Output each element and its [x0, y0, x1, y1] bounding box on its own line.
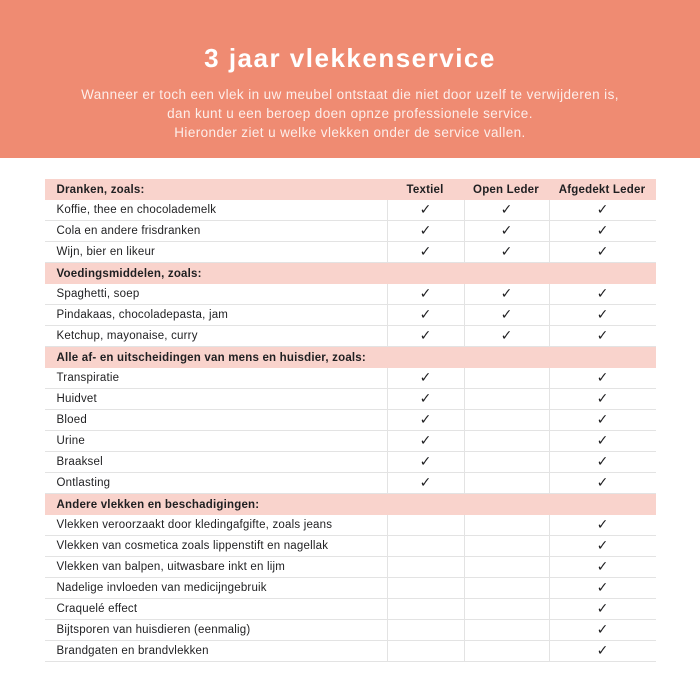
empty-cell	[387, 557, 464, 577]
empty-cell	[464, 557, 549, 577]
check-icon: ✓	[596, 307, 609, 323]
table-row	[45, 305, 656, 326]
empty-cell	[464, 578, 549, 598]
check-icon: ✓	[596, 538, 609, 554]
check-cell	[549, 221, 656, 241]
row-label: Bloed	[56, 414, 87, 426]
row-label: Brandgaten en brandvlekken	[56, 645, 209, 657]
page-title: 3 jaar vlekkenservice	[204, 43, 496, 73]
row-label: Spaghetti, soep	[56, 288, 140, 300]
section-header-row	[45, 347, 656, 368]
check-icon: ✓	[419, 202, 432, 218]
check-icon: ✓	[596, 328, 609, 344]
check-cell	[387, 410, 464, 430]
row-label: Bijtsporen van huisdieren (eenmalig)	[56, 624, 251, 636]
check-icon: ✓	[596, 370, 609, 386]
empty-cell	[387, 599, 464, 619]
check-icon: ✓	[419, 412, 432, 428]
check-cell	[387, 389, 464, 409]
check-cell	[549, 515, 656, 535]
empty-cell	[464, 389, 549, 409]
check-cell	[549, 431, 656, 451]
check-icon: ✓	[596, 475, 609, 491]
check-cell	[464, 284, 549, 304]
empty-cell	[387, 578, 464, 598]
check-icon: ✓	[500, 307, 513, 323]
empty-cell	[464, 641, 549, 661]
row-label: Huidvet	[56, 393, 97, 405]
check-icon: ✓	[596, 559, 609, 575]
table-row	[45, 599, 656, 620]
table-row	[45, 368, 656, 389]
empty-cell	[464, 368, 549, 388]
check-cell	[549, 620, 656, 640]
check-icon: ✓	[419, 475, 432, 491]
check-cell	[549, 641, 656, 661]
check-cell	[464, 221, 549, 241]
check-cell	[464, 326, 549, 346]
row-label: Urine	[56, 435, 85, 447]
check-icon: ✓	[500, 223, 513, 239]
hero-banner	[0, 0, 700, 158]
check-cell	[549, 242, 656, 262]
check-icon: ✓	[419, 433, 432, 449]
check-icon: ✓	[596, 454, 609, 470]
empty-cell	[464, 473, 549, 493]
check-cell	[549, 326, 656, 346]
empty-cell	[464, 410, 549, 430]
section-title: Voedingsmiddelen, zoals:	[56, 267, 202, 280]
check-icon: ✓	[596, 286, 609, 302]
check-cell	[549, 536, 656, 556]
check-cell	[464, 242, 549, 262]
check-cell	[387, 368, 464, 388]
row-label: Craquelé effect	[56, 603, 138, 615]
check-icon: ✓	[419, 307, 432, 323]
check-cell	[549, 368, 656, 388]
table-row	[45, 515, 656, 536]
check-icon: ✓	[596, 517, 609, 533]
check-icon: ✓	[596, 412, 609, 428]
row-label: Braaksel	[56, 456, 103, 468]
check-cell	[549, 557, 656, 577]
check-icon: ✓	[596, 622, 609, 638]
row-label: Vlekken veroorzaakt door kledingafgifte, zoals jeans	[56, 519, 333, 531]
table-row	[45, 641, 656, 662]
check-cell	[387, 431, 464, 451]
check-icon: ✓	[596, 391, 609, 407]
check-cell	[549, 578, 656, 598]
check-cell	[549, 200, 656, 220]
table-row	[45, 221, 656, 242]
service-table	[45, 179, 656, 662]
row-label: Pindakaas, chocoladepasta, jam	[56, 309, 229, 321]
check-cell	[549, 410, 656, 430]
check-icon: ✓	[419, 223, 432, 239]
check-icon: ✓	[596, 580, 609, 596]
check-icon: ✓	[419, 454, 432, 470]
row-label: Vlekken van balpen, uitwasbare inkt en lijm	[56, 561, 285, 573]
table-row	[45, 536, 656, 557]
section-header-row	[45, 179, 656, 200]
table-row	[45, 473, 656, 494]
check-icon: ✓	[500, 202, 513, 218]
table-row	[45, 557, 656, 578]
empty-cell	[464, 620, 549, 640]
check-cell	[464, 305, 549, 325]
check-icon: ✓	[419, 328, 432, 344]
row-label: Ketchup, mayonaise, curry	[56, 330, 198, 342]
section-title: Dranken, zoals:	[56, 183, 145, 196]
empty-cell	[464, 515, 549, 535]
check-cell	[387, 326, 464, 346]
empty-cell	[387, 515, 464, 535]
check-icon: ✓	[500, 328, 513, 344]
check-cell	[549, 284, 656, 304]
row-label: Transpiratie	[56, 372, 120, 384]
check-cell	[549, 305, 656, 325]
row-label: Nadelige invloeden van medicijngebruik	[56, 582, 267, 594]
table-row	[45, 200, 656, 221]
check-cell	[387, 473, 464, 493]
table-row	[45, 410, 656, 431]
column-header: Textiel	[406, 183, 444, 196]
check-cell	[549, 599, 656, 619]
row-label: Koffie, thee en chocolademelk	[56, 204, 217, 216]
table-row	[45, 578, 656, 599]
empty-cell	[387, 536, 464, 556]
check-icon: ✓	[419, 286, 432, 302]
empty-cell	[464, 452, 549, 472]
check-icon: ✓	[596, 643, 609, 659]
table-row	[45, 242, 656, 263]
check-icon: ✓	[419, 244, 432, 260]
check-cell	[387, 305, 464, 325]
check-cell	[387, 242, 464, 262]
check-cell	[387, 452, 464, 472]
row-label: Ontlasting	[56, 477, 111, 489]
row-label: Wijn, bier en likeur	[56, 246, 156, 258]
empty-cell	[464, 536, 549, 556]
section-header-row	[45, 263, 656, 284]
table-row	[45, 620, 656, 641]
column-header: Open Leder	[473, 183, 539, 196]
empty-cell	[464, 599, 549, 619]
check-cell	[464, 200, 549, 220]
check-icon: ✓	[596, 433, 609, 449]
column-header: Afgedekt Leder	[558, 183, 646, 196]
subtitle-line: dan kunt u een beroep doen opnze professionele service.	[167, 106, 533, 121]
section-header-row	[45, 494, 656, 515]
section-title: Andere vlekken en beschadigingen:	[56, 498, 260, 511]
check-cell	[549, 452, 656, 472]
check-cell	[387, 200, 464, 220]
row-label: Vlekken van cosmetica zoals lippenstift en nagellak	[56, 540, 329, 552]
table-row	[45, 452, 656, 473]
check-icon: ✓	[596, 223, 609, 239]
check-icon: ✓	[500, 244, 513, 260]
check-icon: ✓	[596, 601, 609, 617]
check-icon: ✓	[419, 370, 432, 386]
check-cell	[387, 221, 464, 241]
subtitle-line: Hieronder ziet u welke vlekken onder de service vallen.	[174, 125, 526, 140]
check-icon: ✓	[500, 286, 513, 302]
table-row	[45, 284, 656, 305]
row-label: Cola en andere frisdranken	[56, 225, 201, 237]
empty-cell	[387, 620, 464, 640]
check-cell	[549, 473, 656, 493]
table-row	[45, 326, 656, 347]
check-cell	[549, 389, 656, 409]
section-title: Alle af- en uitscheidingen van mens en huisdier, zoals:	[56, 351, 366, 364]
page-subtitle	[0, 85, 700, 142]
empty-cell	[387, 641, 464, 661]
subtitle-line: Wanneer er toch een vlek in uw meubel ontstaat die niet door uzelf te verwijderen is,	[81, 87, 619, 102]
check-icon: ✓	[596, 244, 609, 260]
table-row	[45, 431, 656, 452]
empty-cell	[464, 431, 549, 451]
check-cell	[387, 284, 464, 304]
check-icon: ✓	[419, 391, 432, 407]
table-row	[45, 389, 656, 410]
check-icon: ✓	[596, 202, 609, 218]
